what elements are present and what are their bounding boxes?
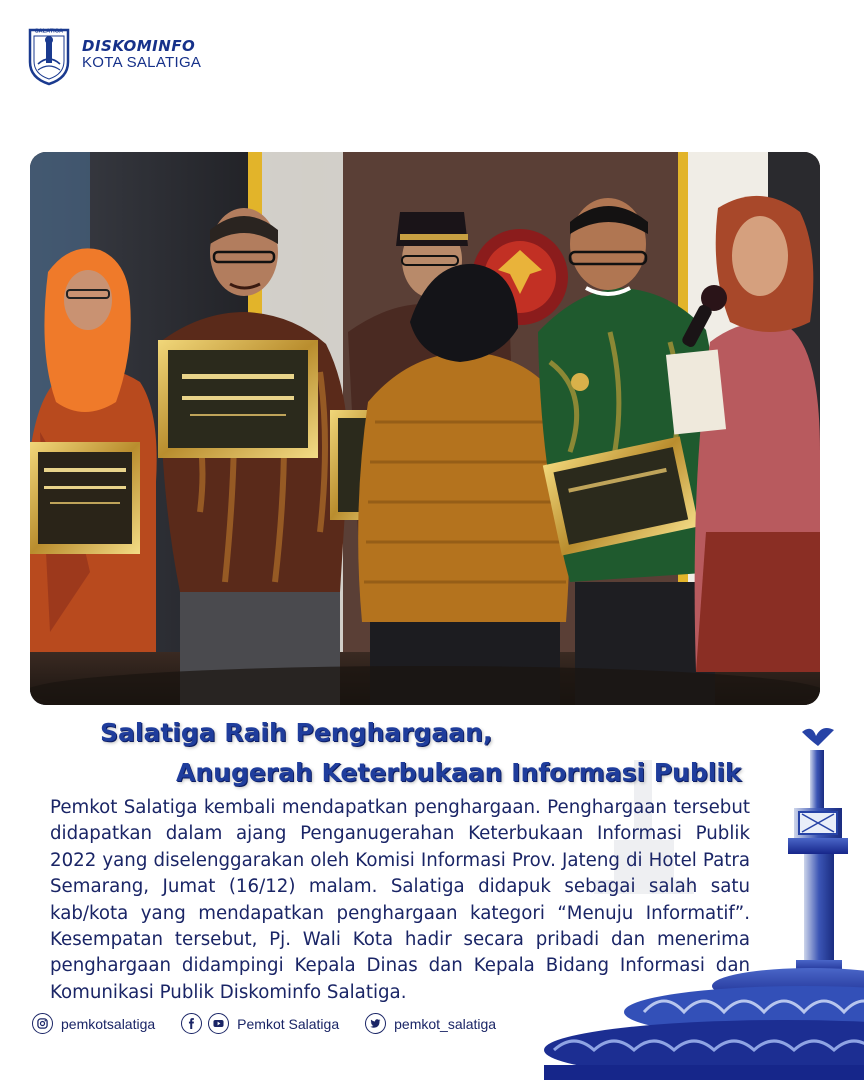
social-footer xyxy=(32,1013,522,1034)
brand-subtitle: KOTA SALATIGA xyxy=(82,54,202,71)
instagram-link[interactable] xyxy=(32,1013,155,1034)
brand xyxy=(26,24,201,86)
facebook-youtube-handle: Pemkot Salatiga xyxy=(237,1015,340,1032)
facebook-youtube-link[interactable] xyxy=(181,1013,339,1034)
headline-line-2: Anugerah Keterbukaan Informasi Publik xyxy=(176,758,742,787)
award-ceremony-photo xyxy=(30,152,820,705)
twitter-icon xyxy=(365,1013,386,1034)
logo-text: SALATIGA xyxy=(34,28,64,35)
article-body: Pemkot Salatiga kembali mendapatkan penghargaan. Penghargaan tersebut didapatkan dalam ajang Penganugerahan Keterbukaan Informasi Publik 2022 yang diselenggarakan oleh Komisi Informasi Prov. Jateng di Hotel Patra Semarang, Jumat (16/12) malam. Salatiga didapuk sebagai salah satu kab/kota yang mendapatkan penghargaan kategori “Menuju Informatif”. Kesempatan tersebut, Pj. Wali Kota hadir secara pribadi dan menerima penghargaan didampingi Kepala Dinas dan Kepala Bidang Informasi dan Komunikasi Publik Diskominfo Salatiga. xyxy=(50,797,750,1003)
instagram-handle: pemkotsalatiga xyxy=(61,1015,156,1032)
twitter-link[interactable] xyxy=(365,1013,496,1034)
twitter-handle: pemkot_salatiga xyxy=(394,1015,497,1032)
salatiga-logo-icon xyxy=(26,24,72,86)
brand-name: DISKOMINFO xyxy=(82,37,196,56)
facebook-icon xyxy=(181,1013,202,1034)
youtube-icon xyxy=(208,1013,229,1034)
headline-line-1: Salatiga Raih Penghargaan, xyxy=(100,718,493,747)
instagram-icon xyxy=(32,1013,53,1034)
